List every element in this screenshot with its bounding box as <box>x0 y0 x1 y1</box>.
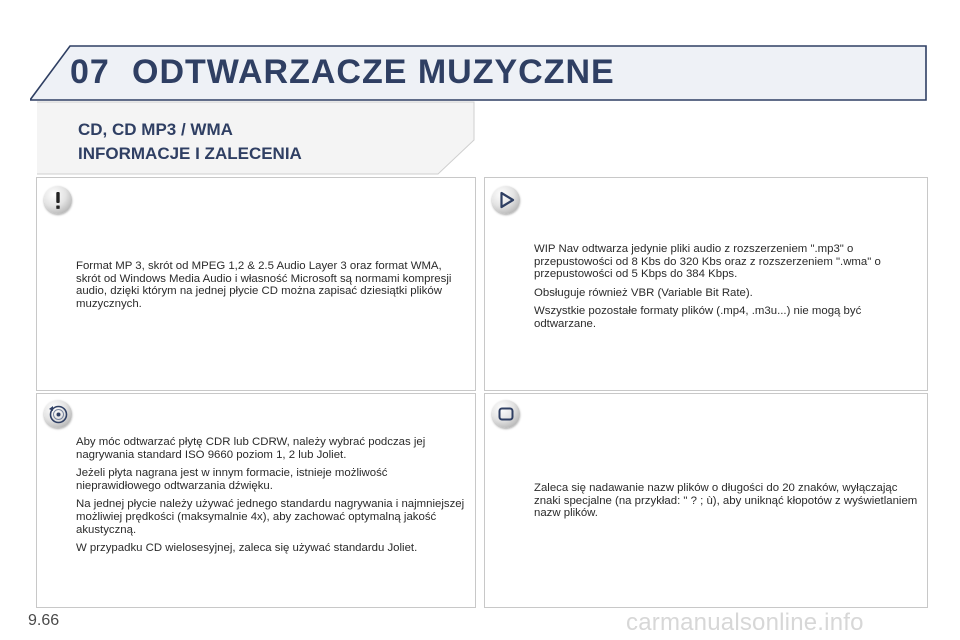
chapter-title: ODTWARZACZE MUZYCZNE <box>132 53 615 91</box>
paragraph: W przypadku CD wielosesyjnej, zaleca się używać standardu Joliet. <box>76 542 418 555</box>
paragraph: Na jednej płycie należy używać jednego standardu nagrywania i najmniejszej możliwiej prędkości (maksymalnie 4x), aby zachować optymalną jakość akustyczną. <box>76 498 465 536</box>
paragraph: Jeżeli płyta nagrana jest w innym formacie, istnieje możliwość nieprawidłowego odtwarzania dźwięku. <box>76 467 388 492</box>
page-number: 9.66 <box>28 612 60 629</box>
exclamation-icon <box>44 186 72 214</box>
section-subtitle: INFORMACJE I ZALECENIA <box>78 144 302 163</box>
watermark: carmanualsonline.info <box>626 609 864 636</box>
note-square-icon <box>492 400 520 428</box>
panel-text-cd-recording <box>76 436 468 561</box>
paragraph: Zaleca się nadawanie nazw plików o długości do 20 znaków, wyłączając znaki specjalne (na przykład: " ? ; ù), aby uniknąć kłopotów z wyświetlaniem nazw plików. <box>534 482 918 520</box>
disc-icon <box>44 400 72 428</box>
paragraph: Obsługuje również VBR (Variable Bit Rate). <box>534 286 753 299</box>
paragraph: WIP Nav odtwarza jedynie pliki audio z rozszerzeniem ".mp3" o przepustowości od 8 Kbs do 320 Kbs oraz z rozszerzeniem ".wma" o przepustowości od 5 Kbps do 384 Kbps. <box>534 243 881 281</box>
paragraph: Wszystkie pozostałe formaty plików (.mp4, .m3u...) nie mogą być odtwarzane. <box>534 305 862 330</box>
panel-text-file-names <box>534 482 919 526</box>
section-title: CD, CD MP3 / WMA <box>78 120 233 139</box>
panel-text-supported-files <box>534 243 926 337</box>
chapter-number: 07 <box>70 53 110 91</box>
paragraph: Aby móc odtwarzać płytę CDR lub CDRW, należy wybrać podczas jej nagrywania standard ISO 9660 poziom 1, 2 lub Joliet. <box>76 436 426 461</box>
paragraph: Format MP 3, skrót od MPEG 1,2 & 2.5 Audio Layer 3 oraz format WMA, skrót od Windows Media Audio i własność Microsoft są normami kompresji audio, dzięki którym na jednej płycie CD można zapisać dziesiątki plików muzycznych. <box>76 260 452 310</box>
play-triangle-icon <box>492 186 520 214</box>
panel-text-mp3-format <box>76 260 466 316</box>
